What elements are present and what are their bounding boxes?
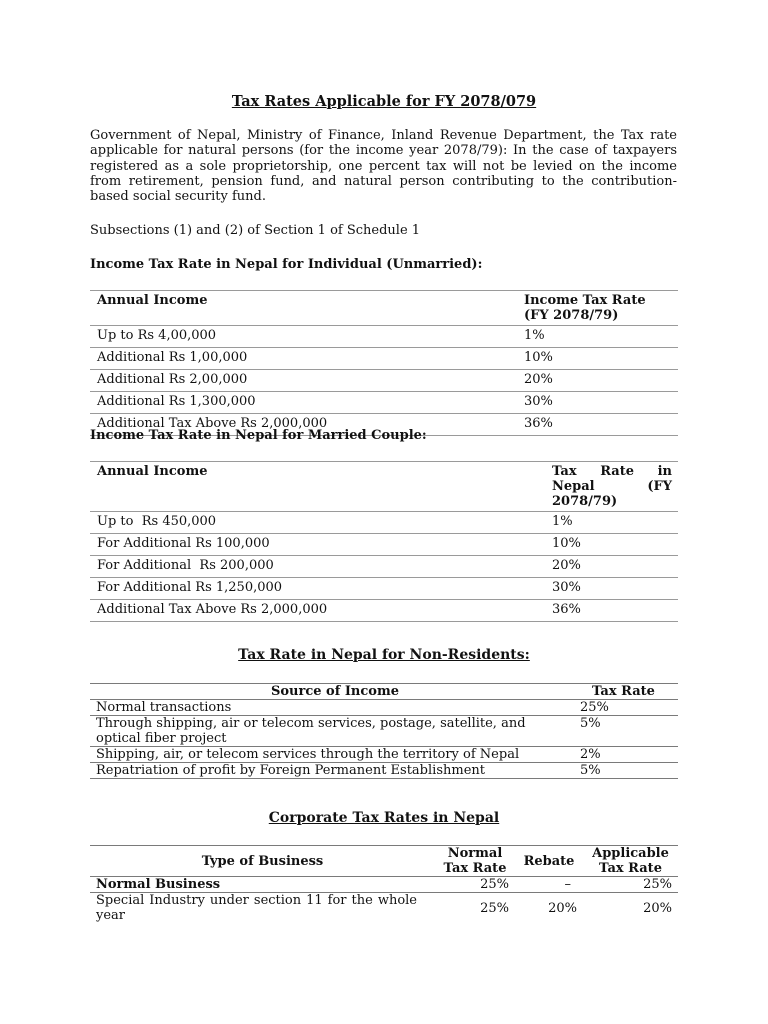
rate-cell: 30%	[552, 580, 581, 595]
source-cell: Normal transactions	[96, 700, 232, 715]
income-cell: Additional Rs 1,300,000	[97, 394, 256, 409]
table-row	[90, 747, 678, 763]
table-header-row	[90, 684, 678, 700]
table-row	[90, 326, 678, 348]
rate-cell: 20%	[524, 372, 553, 387]
income-cell: For Additional Rs 100,000	[97, 536, 270, 551]
income-cell: For Additional Rs 200,000	[97, 558, 274, 573]
income-cell: Additional Rs 2,00,000	[97, 372, 248, 387]
income-cell: Additional Rs 1,00,000	[97, 350, 248, 365]
table-row	[90, 700, 678, 716]
table-row	[90, 600, 678, 622]
income-cell: Up to Rs 450,000	[97, 514, 217, 529]
applicable-rate-cell: 25%	[643, 877, 672, 892]
rate-cell: 20%	[552, 558, 581, 573]
individual-heading: Income Tax Rate in Nepal for Individual (Unmarried):	[90, 257, 483, 272]
rate-cell: 1%	[524, 328, 545, 343]
table-row	[90, 534, 678, 556]
normal-rate-cell: 25%	[480, 877, 509, 892]
column-header-source: Source of Income	[270, 684, 399, 699]
applicable-rate-cell: 20%	[643, 900, 672, 916]
column-header-type: Type of Business	[201, 853, 324, 869]
table-row	[90, 348, 678, 370]
column-header-normal-rate: Normal Tax Rate	[443, 846, 507, 876]
rate-cell: 1%	[552, 514, 573, 529]
table-header-row	[90, 462, 678, 512]
nonresident-tax-table	[90, 683, 678, 779]
income-cell: Additional Tax Above Rs 2,000,000	[97, 416, 328, 431]
corporate-heading: Corporate Tax Rates in Nepal	[268, 810, 500, 826]
subsections-text: Subsections (1) and (2) of Section 1 of Schedule 1	[90, 223, 421, 238]
rate-cell: 10%	[524, 350, 553, 365]
table-row	[90, 370, 678, 392]
column-header-rate: Tax Rate in Nepal (FY 2078/79)	[552, 464, 672, 509]
rate-cell: 10%	[552, 536, 581, 551]
nonresident-heading: Tax Rate in Nepal for Non-Residents:	[238, 647, 530, 663]
table-row	[90, 556, 678, 578]
rate-cell: 36%	[524, 416, 553, 431]
income-cell: For Additional Rs 1,250,000	[97, 580, 283, 595]
income-cell: Additional Tax Above Rs 2,000,000	[97, 602, 328, 617]
source-cell: Repatriation of profit by Foreign Permanent Establishment	[96, 763, 485, 778]
married-heading: Income Tax Rate in Nepal for Married Couple:	[90, 428, 427, 443]
business-type-cell: Special Industry under section 11 for the whole year	[96, 893, 417, 923]
married-tax-table	[90, 461, 678, 622]
rate-cell: 36%	[552, 602, 581, 617]
column-header-income: Annual Income	[97, 293, 208, 308]
table-header-row	[90, 846, 678, 877]
column-header-rate: Tax Rate	[592, 684, 655, 699]
individual-tax-table	[90, 290, 678, 436]
business-type-cell: Normal Business	[96, 877, 221, 892]
column-header-rate: Income Tax Rate (FY 2078/79)	[524, 293, 646, 323]
source-cell: Through shipping, air or telecom services, postage, satellite, and optical fiber project	[96, 716, 526, 746]
table-row	[90, 893, 678, 924]
rate-cell: 30%	[524, 394, 553, 409]
table-row	[90, 512, 678, 534]
rebate-cell: –	[564, 877, 571, 892]
table-row	[90, 578, 678, 600]
rate-cell: 5%	[580, 763, 601, 778]
column-header-applicable-rate: Applicable Tax Rate	[592, 846, 669, 876]
source-cell: Shipping, air, or telecom services through the territory of Nepal	[96, 747, 520, 762]
intro-paragraph: Government of Nepal, Ministry of Finance, Inland Revenue Department, the Tax rate applicable for natural persons (for the income year 2078/79): In the case of taxpayers registered as a sole proprietorship, one percent tax will not be levied on the income from retirement, pension fund, and natural person contributing to the contribution-based social security fund.	[90, 128, 677, 205]
table-row	[90, 392, 678, 414]
table-row	[90, 763, 678, 779]
document-title: Tax Rates Applicable for FY 2078/079	[231, 93, 537, 110]
column-header-rebate: Rebate	[523, 853, 575, 869]
rate-cell: 5%	[580, 716, 601, 731]
table-row	[90, 877, 678, 893]
income-cell: Up to Rs 4,00,000	[97, 328, 217, 343]
rate-cell: 2%	[580, 747, 601, 762]
column-header-income: Annual Income	[97, 464, 208, 479]
table-row	[90, 716, 678, 747]
rate-cell: 25%	[580, 700, 609, 715]
table-header-row	[90, 291, 678, 326]
rebate-cell: 20%	[548, 900, 577, 916]
normal-rate-cell: 25%	[480, 900, 509, 916]
corporate-tax-table	[90, 845, 678, 923]
